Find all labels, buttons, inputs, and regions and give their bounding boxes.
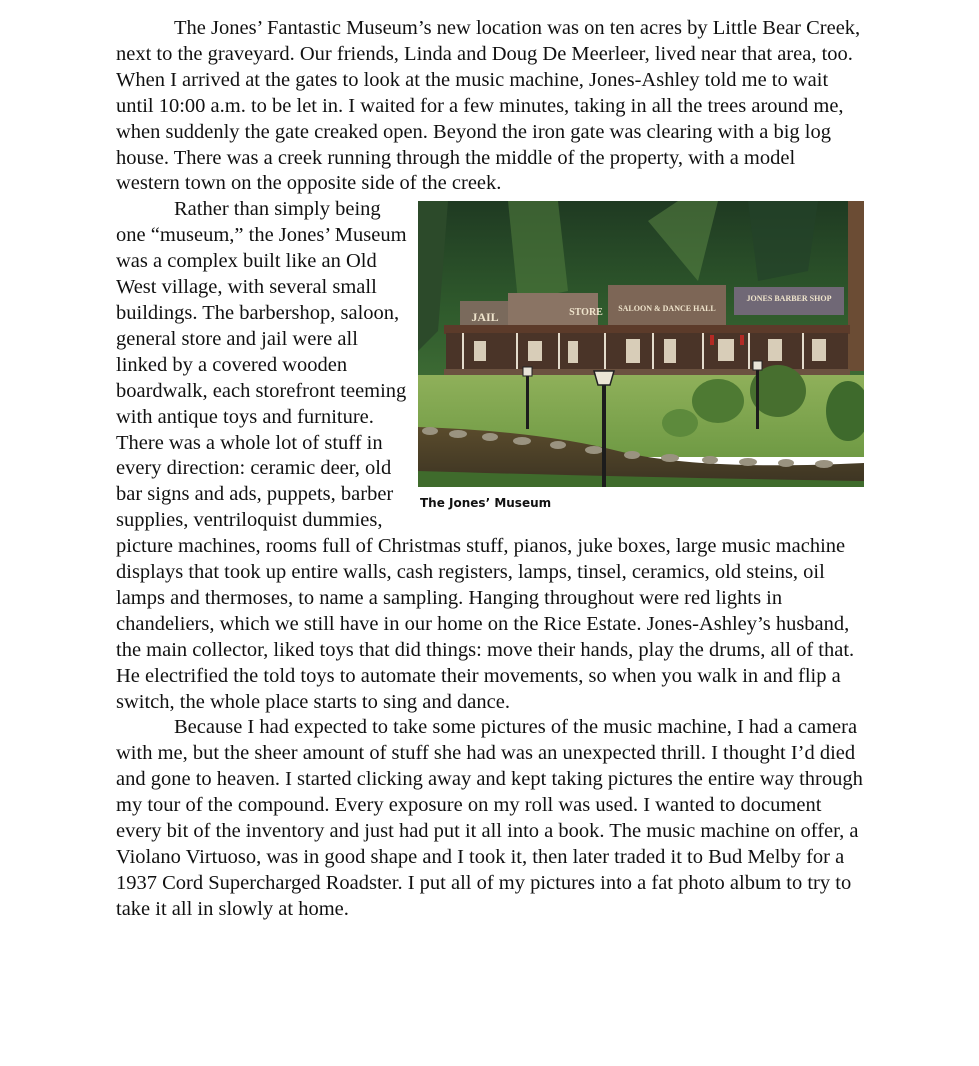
jail-sign: JAIL (471, 310, 499, 325)
paragraph-3: Because I had expected to take some pictures of the music machine, I had a camera with me, but the sheer amount of stuff she had was an unexpected thrill. I thought I’d died and gone to heaven. I started clicking away and kept taking pictures the entire way through my tour of the compound. Every exposure on my roll was used. I wanted to document every bit of the inventory and just had put it all into a book. The music machine on offer, a Violano Virtuoso, was in good shape and I took it, then later traded it to Bud Melby for a 1937 Cord Supercharged Roadster. I put all of my pictures into a fat photo album to try to take it all in slowly at home. (116, 716, 863, 920)
store-sign: STORE (569, 307, 603, 319)
paragraph-1: The Jones’ Fantastic Museum’s new location was on ten acres by Little Bear Creek, next to the graveyard. Our friends, Linda and Doug De Meerleer, lived near that area, too. When I arrived at the gates to look at the music machine, Jones-Ashley told me to wait until 10:00 a.m. to be let in. I waited for a few minutes, taking in all the trees around me, when suddenly the gate creaked open. Beyond the iron gate was clearing with a big log house. There was a creek running through the middle of the property, with a model western town on the opposite side of the creek. (116, 17, 861, 195)
figure-caption: The Jones’ Museum (420, 496, 552, 511)
document-page (116, 16, 864, 923)
paragraph-2: Rather than simply being one “museum,” the Jones’ Museum was a complex built like an Old West village, with several small buildings. The barbershop, saloon, general store and jail were all linked by a covered wooden boardwalk, each storefront teeming with antique toys and furniture. There was a whole lot of stuff in every direction: ceramic deer, old bar signs and ads, puppets, barber supplies, ventriloquist dummies, picture machines, rooms full of Christmas stuff, pianos, juke boxes, large music machine displays that took up entire walls, cash registers, lamps, tinsel, ceramics, old steins, oil lamps and thermoses, to name a sampling. Hanging throughout were red lights in chandeliers, which we still have in our home on the Rice Estate. Jones-Ashley’s husband, the main collector, liked toys that did things: move their hands, play the drums, all of that. He electrified the told toys to automate their movements, so when you walk in and flip a switch, the whole place starts to sing and dance. (116, 198, 855, 713)
saloon-sign: SALOON & DANCE HALL (618, 304, 716, 314)
barber-sign: JONES BARBER SHOP (746, 294, 832, 304)
museum-photo (418, 201, 864, 487)
museum-figure (418, 201, 864, 511)
